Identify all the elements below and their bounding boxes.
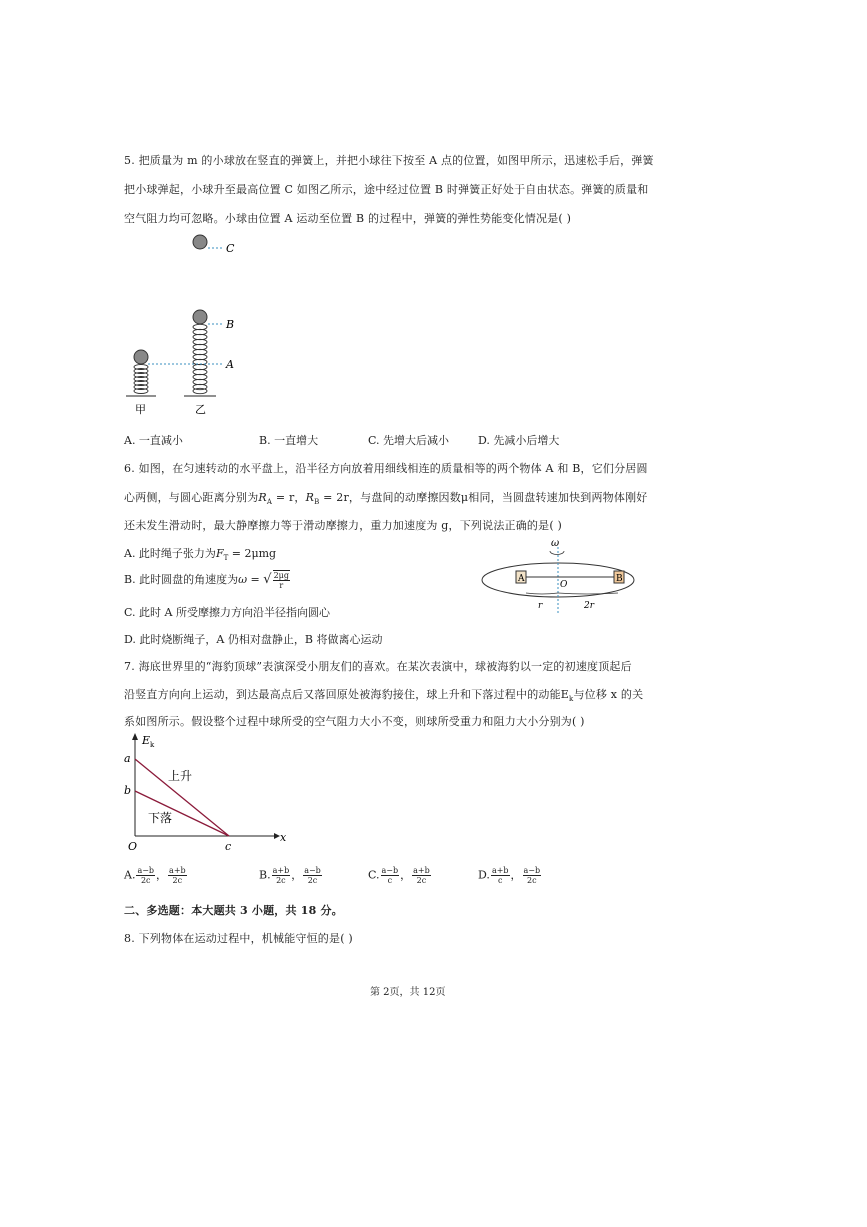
q8-line: 8. 下列物体在运动过程中，机械能守恒的是( ) [124, 932, 353, 945]
disk-figure [478, 535, 643, 615]
q5-line-3: 空气阻力均可忽略。小球由位置 A 运动至位置 B 的过程中，弹簧的弹性势能变化情况是( ) [124, 212, 572, 225]
caption-jia: 甲 [135, 403, 146, 416]
svg-text:r: r [538, 601, 543, 611]
svg-text:a: a [124, 752, 131, 765]
q6-line-1: 6. 如图，在匀速转动的水平盘上，沿半径方向放着用细线相连的质量相等的两个物体 A 和 B，它们分居圆 [124, 462, 648, 475]
label-c: C [226, 242, 235, 255]
spring-figure [118, 230, 268, 420]
svg-text:c: c [225, 840, 232, 853]
q7-option-a: A. $\frac{a-b}{2c}$ ， $\frac{a+b}{2c}$ [124, 866, 186, 885]
svg-text:2r: 2r [584, 601, 595, 611]
svg-text:x: x [280, 831, 287, 844]
q6-line-3: 还未发生滑动时，最大静摩擦力等于滑动摩擦力，重力加速度为 g，下列说法正确的是( ) [124, 519, 563, 532]
q6-option-b: B. 此时圆盘的角速度为ω = √ $\frac{2\mu g}{r}$ [124, 571, 289, 590]
svg-text:O: O [128, 840, 138, 853]
q6-option-a: A. 此时绳子张力为$F_T = 2\mu mg$ [124, 547, 277, 563]
svg-text:k: k [150, 741, 155, 749]
omega-label: ω [551, 538, 560, 549]
q5-option-a: A. 一直减小 [124, 434, 183, 447]
q7-option-c: C. $\frac{a-b}{c}$ ， $\frac{a+b}{2c}$ [368, 866, 430, 885]
svg-text:E: E [142, 734, 151, 747]
q7-option-d: D. $\frac{a+b}{c}$ ， $\frac{a-b}{2c}$ [478, 866, 541, 885]
q5-line-2: 把小球弹起，小球升至最高位置 C 如图乙所示，途中经过位置 B 时弹簧正好处于自由状态。弹簧的质量和 [124, 183, 649, 196]
q6-option-c: C. 此时 A 所受摩擦力方向沿半径指向圆心 [124, 606, 330, 619]
q7-line-2: 沿竖直方向向上运动，到达最高点后又落回原处被海豹接住，球上升和下落过程中的动能$E_k$与位移 x 的关 [124, 688, 644, 704]
q6-line-2: 心两侧，与圆心距离分别为$R_A = r$，$R_B = 2r$，与盘间的动摩擦因数μ相同，当圆盘转速加快到两物体刚好 [124, 491, 648, 507]
spring-yi [184, 310, 216, 396]
svg-text:下落: 下落 [148, 811, 173, 825]
ball-c [193, 235, 207, 249]
q7-line-1: 7. 海底世界里的“海豹顶球”表演深受小朋友们的喜欢。在某次表演中，球被海豹以一定的初速度顶起后 [124, 660, 632, 673]
q7-option-b: B. $\frac{a+b}{2c}$ ， $\frac{a-b}{2c}$ [259, 866, 321, 885]
label-a: A [226, 358, 234, 371]
q5-line-1: 5. 把质量为 m 的小球放在竖直的弹簧上，并把小球往下按至 A 点的位置，如图甲所示，迅速松手后，弹簧 [124, 154, 654, 167]
svg-text:b: b [124, 784, 132, 797]
q5-option-d: D. 先减小后增大 [478, 434, 560, 447]
label-b: B [226, 318, 235, 331]
spring-jia [126, 350, 156, 396]
ek-graph [118, 728, 298, 858]
svg-text:上升: 上升 [168, 769, 193, 783]
page-footer: 第 2页，共 12页 [370, 987, 446, 998]
caption-yi: 乙 [195, 403, 206, 416]
section-heading: 二、多选题：本大题共 3 小题，共 18 分。 [124, 904, 343, 917]
q6-option-d: D. 此时烧断绳子，A 仍相对盘静止，B 将做离心运动 [124, 633, 383, 646]
q7-line-3: 系如图所示。假设整个过程中球所受的空气阻力大小不变，则球所受重力和阻力大小分别为( ) [124, 715, 585, 728]
svg-text:O: O [560, 580, 568, 590]
svg-text:A: A [518, 574, 525, 584]
q5-option-c: C. 先增大后减小 [368, 434, 450, 447]
svg-text:B: B [616, 574, 623, 584]
q5-option-b: B. 一直增大 [259, 434, 319, 447]
